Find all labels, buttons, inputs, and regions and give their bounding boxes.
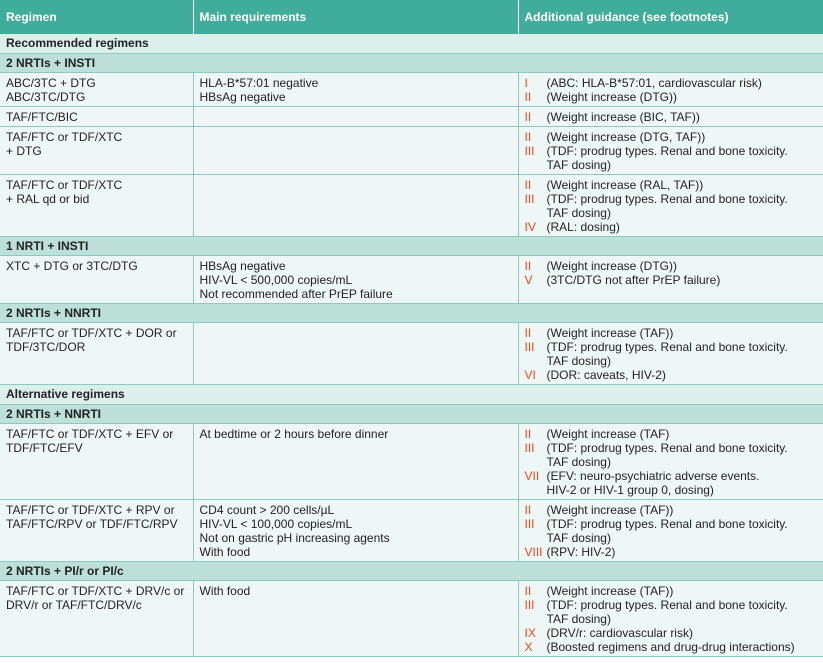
group-label: 2 NRTIs + INSTI (0, 54, 823, 73)
footnote-number: IV (524, 220, 536, 234)
guidance-line (525, 90, 817, 104)
regimen-line: XTC + DTG or 3TC/DTG (6, 259, 138, 273)
guidance-text: (TDF: prodrug types. Renal and bone toxicity. (546, 441, 788, 455)
regimen-line: ABC/3TC/DTG (6, 90, 86, 104)
guidance-item (525, 340, 817, 368)
guidance-text: (Weight increase (BIC, TAF)) (546, 110, 700, 124)
footnote-number: V (524, 273, 533, 287)
footnote-number: II (524, 584, 532, 598)
guidance-line (525, 517, 817, 531)
requirement-line: HIV-VL < 500,000 copies/mL (199, 273, 353, 287)
footnote-number: IX (524, 626, 536, 640)
regimen-cell (0, 127, 193, 175)
footnote-number: II (524, 110, 532, 124)
group-row (0, 304, 823, 323)
guidance-text: (DRV/r: cardiovascular risk) (546, 626, 693, 640)
guidance-item (525, 517, 817, 545)
guidance-line (525, 220, 817, 234)
requirement-line: HLA-B*57:01 negative (199, 76, 319, 90)
guidance-item (525, 503, 817, 517)
regimen-cell (0, 581, 193, 657)
requirements-cell (193, 107, 518, 127)
group-row (0, 405, 823, 424)
guidance-text: (DOR: caveats, HIV-2) (546, 368, 666, 382)
guidance-text: (TDF: prodrug types. Renal and bone toxicity. (546, 598, 788, 612)
group-row (0, 562, 823, 581)
footnote-number: X (524, 640, 533, 654)
regimen-line: + RAL qd or bid (6, 192, 90, 206)
section-label: Recommended regimens (0, 34, 823, 54)
guidance-item (525, 144, 817, 172)
requirements-cell (193, 424, 518, 500)
guidance-text: (Weight increase (DTG, TAF)) (546, 130, 706, 144)
guidance-line (525, 469, 817, 483)
requirement-line: With food (199, 584, 251, 598)
guidance-text-continued: TAF dosing) (546, 354, 611, 368)
guidance-item (525, 130, 817, 144)
group-label: 2 NRTIs + NNRTI (0, 304, 823, 323)
footnote-number: III (524, 144, 535, 158)
group-label: 1 NRTI + INSTI (0, 237, 823, 256)
guidance-line (525, 273, 817, 287)
guidance-line (525, 130, 817, 144)
guidance-line (525, 640, 817, 654)
group-row (0, 237, 823, 256)
guidance-cell (518, 256, 823, 304)
section-row (0, 385, 823, 405)
regimen-line: TDF/FTC/EFV (6, 441, 83, 455)
guidance-line (525, 441, 817, 455)
table-row (0, 127, 823, 175)
table-row (0, 175, 823, 237)
requirement-line: HBsAg negative (199, 259, 286, 273)
guidance-line (525, 626, 817, 640)
section-label: Alternative regimens (0, 385, 823, 405)
guidance-line (525, 144, 817, 158)
guidance-text: (RPV: HIV-2) (546, 545, 616, 559)
section-row (0, 34, 823, 54)
guidance-item (525, 469, 817, 497)
footnote-number: III (524, 192, 535, 206)
regimen-line: TAF/FTC or TDF/XTC (6, 178, 123, 192)
header-main-requirements: Main requirements (193, 0, 518, 34)
regimen-line: TDF/3TC/DOR (6, 340, 86, 354)
regimen-cell (0, 73, 193, 107)
table-body (0, 34, 823, 657)
guidance-text: (Weight increase (RAL, TAF)) (546, 178, 704, 192)
guidance-item (525, 441, 817, 469)
guidance-text: (Weight increase (TAF) (546, 427, 670, 441)
guidance-text: (Weight increase (TAF)) (546, 584, 674, 598)
group-row (0, 54, 823, 73)
requirement-line: At bedtime or 2 hours before dinner (199, 427, 389, 441)
guidance-line (525, 76, 817, 90)
requirements-cell (193, 323, 518, 385)
footnote-number: II (524, 503, 532, 517)
regimen-line: TAF/FTC or TDF/XTC + RPV or (6, 503, 175, 517)
footnote-number: VII (524, 469, 540, 483)
requirements-cell (193, 127, 518, 175)
regimen-cell (0, 107, 193, 127)
requirement-line: HBsAg negative (199, 90, 286, 104)
regimen-line: TAF/FTC/RPV or TDF/FTC/RPV (6, 517, 178, 531)
requirements-cell (193, 581, 518, 657)
guidance-line (525, 192, 817, 206)
table-row (0, 73, 823, 107)
requirement-line: CD4 count > 200 cells/µL (199, 503, 335, 517)
requirements-cell (193, 500, 518, 562)
regimen-line: ABC/3TC + DTG (6, 76, 96, 90)
requirement-line: Not recommended after PrEP failure (199, 287, 393, 301)
footnote-number: VI (524, 368, 536, 382)
guidance-text: (3TC/DTG not after PrEP failure) (546, 273, 721, 287)
guidance-item (525, 110, 817, 124)
regimen-line: TAF/FTC or TDF/XTC + EFV or (6, 427, 174, 441)
guidance-text: (Weight increase (DTG)) (546, 259, 677, 273)
table-row (0, 424, 823, 500)
regimen-line: + DTG (6, 144, 42, 158)
guidance-item (525, 368, 817, 382)
guidance-line (525, 259, 817, 273)
requirements-cell (193, 175, 518, 237)
guidance-text-continued: TAF dosing) (546, 531, 611, 545)
group-label: 2 NRTIs + PI/r or PI/c (0, 562, 823, 581)
guidance-item (525, 90, 817, 104)
guidance-line (525, 503, 817, 517)
group-label: 2 NRTIs + NNRTI (0, 405, 823, 424)
guidance-cell (518, 424, 823, 500)
guidance-line (525, 368, 817, 382)
footnote-number: I (524, 76, 528, 90)
guidance-cell (518, 127, 823, 175)
requirement-line: With food (199, 545, 251, 559)
regimen-cell (0, 256, 193, 304)
guidance-item (525, 427, 817, 441)
guidance-item (525, 273, 817, 287)
regimen-cell (0, 175, 193, 237)
guidance-cell (518, 175, 823, 237)
guidance-line (525, 598, 817, 612)
regimen-cell (0, 500, 193, 562)
footnote-number: III (524, 598, 535, 612)
guidance-text: (TDF: prodrug types. Renal and bone toxicity. (546, 340, 788, 354)
regimen-line: TAF/FTC or TDF/XTC + DOR or (6, 326, 177, 340)
guidance-cell (518, 73, 823, 107)
requirement-line: HIV-VL < 100,000 copies/mL (199, 517, 353, 531)
guidance-text-continued: HIV-2 or HIV-1 group 0, dosing) (546, 483, 714, 497)
guidance-item (525, 326, 817, 340)
footnote-number: II (524, 326, 532, 340)
footnote-number: II (524, 90, 532, 104)
guidance-item (525, 259, 817, 273)
table-row (0, 323, 823, 385)
guidance-text: (Weight increase (DTG)) (546, 90, 677, 104)
footnote-number: III (524, 517, 535, 531)
header-regimen: Regimen (0, 0, 193, 34)
regimen-cell (0, 424, 193, 500)
regimen-line: DRV/r or TAF/FTC/DRV/c (6, 598, 142, 612)
requirements-cell (193, 73, 518, 107)
guidance-text: (TDF: prodrug types. Renal and bone toxicity. (546, 517, 788, 531)
guidance-item (525, 598, 817, 626)
guidance-line (525, 427, 817, 441)
regimen-line: TAF/FTC or TDF/XTC + DRV/c or (6, 584, 185, 598)
header-row (0, 0, 823, 34)
guidance-item (525, 220, 817, 234)
guidance-text-continued: TAF dosing) (546, 612, 611, 626)
guidance-text: (RAL: dosing) (546, 220, 620, 234)
regimen-cell (0, 323, 193, 385)
guidance-cell (518, 107, 823, 127)
guidance-line (525, 545, 817, 559)
requirement-line: Not on gastric pH increasing agents (199, 531, 390, 545)
guidance-line (525, 110, 817, 124)
guidance-item (525, 192, 817, 220)
guidance-cell (518, 581, 823, 657)
guidance-line (525, 340, 817, 354)
table-row (0, 256, 823, 304)
footnote-number: III (524, 340, 535, 354)
guidance-line (525, 584, 817, 598)
guidance-item (525, 626, 817, 640)
guidance-item (525, 76, 817, 90)
guidance-line (525, 178, 817, 192)
guidance-line (525, 326, 817, 340)
guidance-cell (518, 323, 823, 385)
guidance-text: (Weight increase (TAF)) (546, 326, 674, 340)
header-additional-guidance: Additional guidance (see footnotes) (518, 0, 823, 34)
footnote-number: II (524, 259, 532, 273)
guidance-text: (TDF: prodrug types. Renal and bone toxicity. (546, 144, 788, 158)
footnote-number: II (524, 130, 532, 144)
guidance-item (525, 640, 817, 654)
guidance-text-continued: TAF dosing) (546, 206, 611, 220)
requirements-cell (193, 256, 518, 304)
guidance-text: (TDF: prodrug types. Renal and bone toxicity. (546, 192, 788, 206)
guidance-text: (Boosted regimens and drug-drug interactions) (546, 640, 795, 654)
guidance-text: (EFV: neuro-psychiatric adverse events. (546, 469, 760, 483)
footnote-number: III (524, 441, 535, 455)
table-row (0, 500, 823, 562)
footnote-number: II (524, 427, 532, 441)
guidance-cell (518, 500, 823, 562)
guidance-item (525, 545, 817, 559)
guidance-text: (ABC: HLA-B*57:01, cardiovascular risk) (546, 76, 762, 90)
guidance-item (525, 178, 817, 192)
table-row (0, 107, 823, 127)
guidance-text-continued: TAF dosing) (546, 158, 611, 172)
regimen-line: TAF/FTC/BIC (6, 110, 78, 124)
guidance-item (525, 584, 817, 598)
guidance-text: (Weight increase (TAF)) (546, 503, 674, 517)
footnote-number: VIII (524, 545, 543, 559)
guidance-text-continued: TAF dosing) (546, 455, 611, 469)
table-row (0, 581, 823, 657)
regimen-line: TAF/FTC or TDF/XTC (6, 130, 123, 144)
footnote-number: II (524, 178, 532, 192)
